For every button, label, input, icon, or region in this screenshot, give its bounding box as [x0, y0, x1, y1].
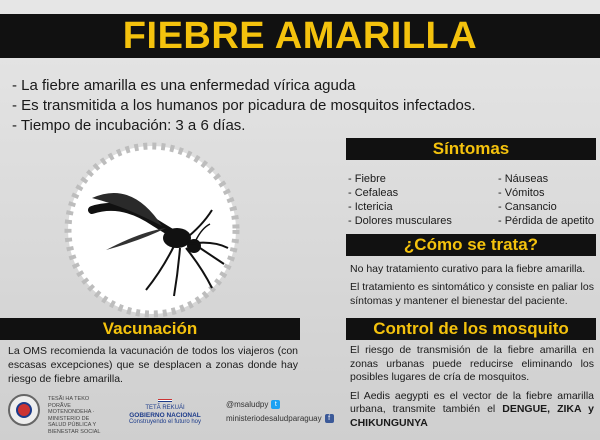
como-paragraph: No hay tratamiento curativo para la fiebre amarilla.	[350, 263, 586, 275]
intro-item: - Es transmitida a los humanos por picadura de mosquitos infectados.	[12, 97, 476, 114]
list-item: - Fiebre	[348, 173, 386, 185]
control-paragraph: El riesgo de transmisión de la fiebre amarilla en zonas urbanas puede reducirse eliminando los posibles lugares de cría de mosquitos.	[350, 344, 594, 383]
ministry-label: TESÃI HA TEKO PORÃVE MOTENONDEHA · MINISTERIO DE SALUD PÚBLICA Y BIENESTAR SOCIAL	[48, 396, 101, 435]
social-links	[226, 398, 334, 426]
list-item: - Náuseas	[498, 173, 549, 185]
footer	[0, 390, 344, 440]
vacunacion-title: Vacunación	[102, 319, 198, 338]
gob-line1: TETÃ REKUÁI	[145, 405, 185, 411]
facebook-link[interactable]	[226, 412, 334, 426]
sintomas-title: Síntomas	[432, 139, 510, 158]
diseases-highlight: DENGUE, ZIKA y CHIKUNGUNYA	[350, 403, 594, 429]
twitter-icon: t	[271, 400, 280, 409]
sintomas-list-left	[348, 172, 452, 228]
list-item: - Dolores musculares	[348, 215, 452, 227]
gob-line3: Construyendo el futuro hoy	[128, 419, 202, 425]
intro-list	[12, 76, 592, 136]
como-paragraph: El tratamiento es sintomático y consiste en paliar los síntomas y mantener el bienestar del paciente.	[350, 281, 594, 307]
list-item: - Ictericia	[348, 201, 393, 213]
sintomas-list-right	[498, 172, 594, 228]
control-title: Control de los mosquito	[373, 319, 569, 338]
como-header	[346, 234, 596, 256]
list-item: - Vómitos	[498, 187, 545, 199]
seal-icon	[8, 394, 40, 426]
control-header	[346, 318, 596, 340]
control-body	[350, 344, 594, 435]
mosquito-icon	[62, 140, 242, 320]
control-text: El Aedis aegypti es el vector de la fiebre amarilla urbana, transmite también el	[350, 389, 594, 415]
twitter-link[interactable]	[226, 398, 334, 412]
como-body	[350, 262, 594, 312]
facebook-icon: f	[325, 414, 334, 423]
flag-icon	[158, 399, 172, 402]
list-item: - Cefaleas	[348, 187, 399, 199]
vacunacion-header	[0, 318, 300, 340]
twitter-handle: @msaludpy	[226, 400, 269, 409]
intro-item: - Tiempo de incubación: 3 a 6 días.	[12, 117, 246, 134]
title-band	[0, 14, 600, 58]
list-item: - Pérdida de apetito	[498, 215, 595, 227]
control-paragraph	[350, 390, 594, 431]
gob-line2: GOBIERNO NACIONAL	[129, 412, 201, 419]
sintomas-header	[346, 138, 596, 160]
como-title: ¿Cómo se trata?	[403, 235, 539, 254]
page-title: FIEBRE AMARILLA	[122, 14, 478, 57]
facebook-handle: ministeriodesaludparaguay	[226, 414, 322, 423]
government-logo	[120, 398, 210, 426]
intro-item: - La fiebre amarilla es una enfermedad vírica aguda	[12, 77, 356, 94]
vacunacion-body: La OMS recomienda la vacunación de todos los viajeros (con escasas excepciones) que se desplacen a zonas donde hay riesgo de fiebre amarilla.	[8, 345, 298, 385]
list-item: - Cansancio	[498, 201, 557, 213]
